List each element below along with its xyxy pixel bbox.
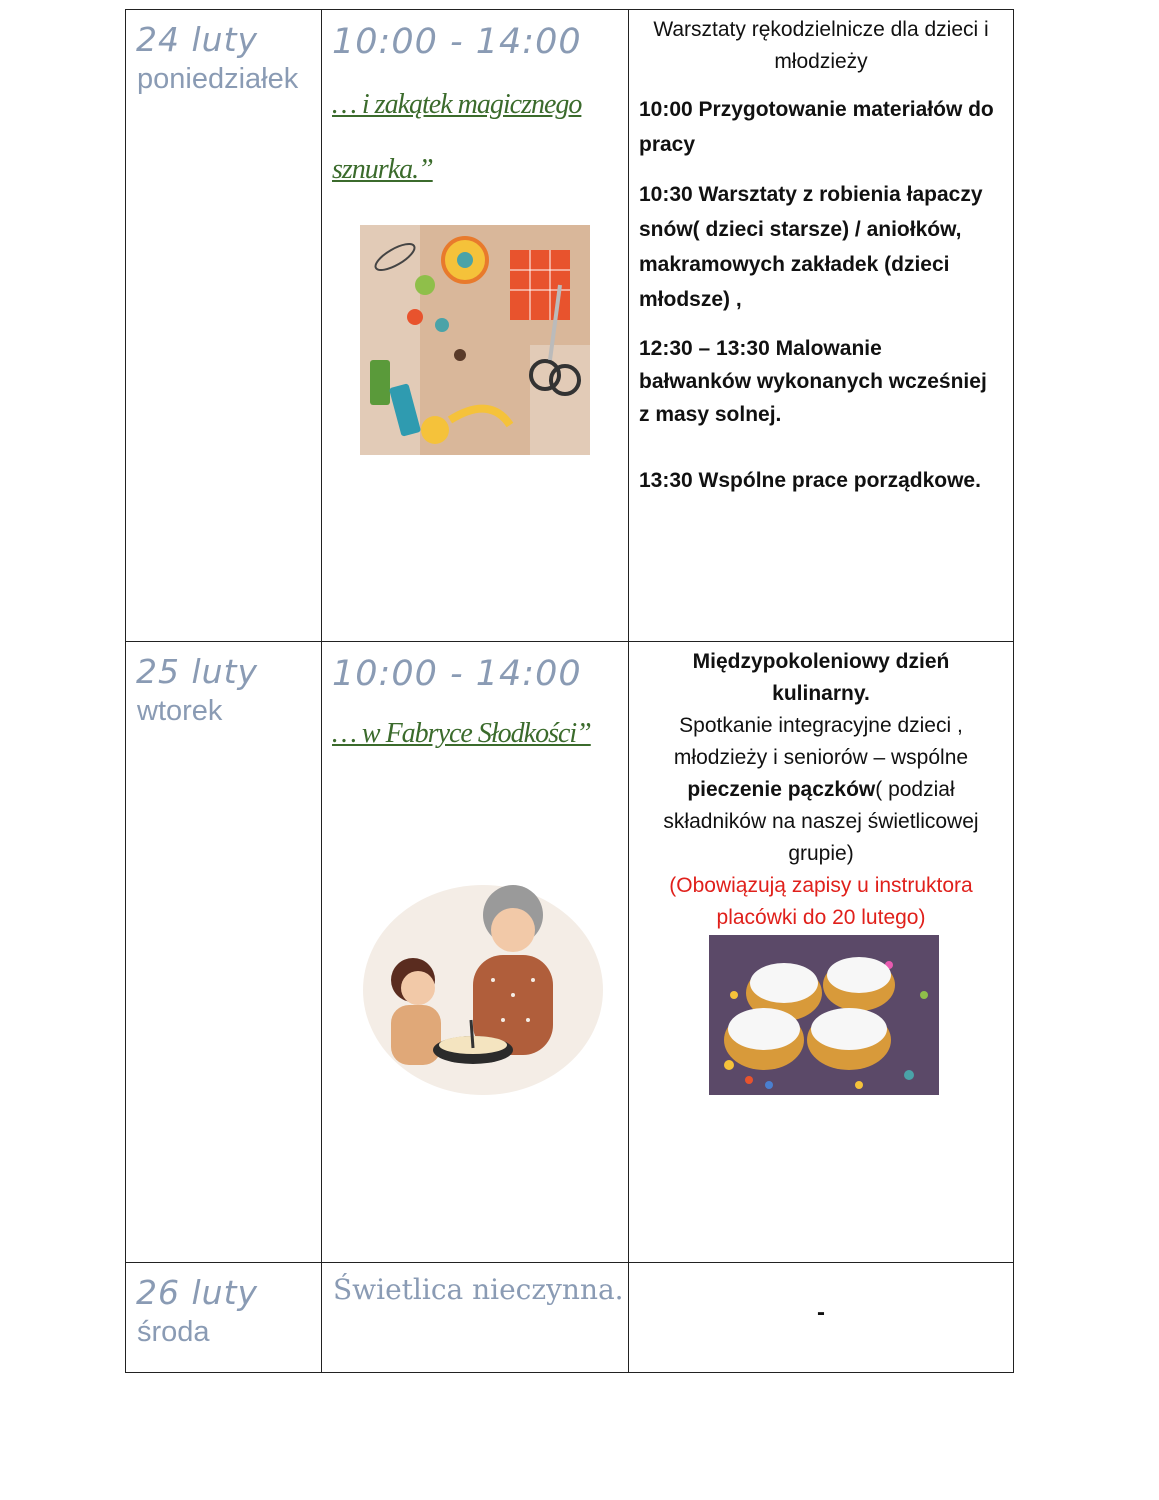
schedule-item: 10:30 Warsztaty z robienia łapaczy snów( dzieci starsze) / aniołków, makramowych zakładek (dzieci młodsze) , <box>639 183 983 311</box>
activity-cell <box>322 1263 629 1373</box>
sewing-illustration <box>360 225 590 455</box>
date-label: 24 luty <box>136 20 259 59</box>
date-label: 25 luty <box>136 652 259 691</box>
time-range: 10:00 - 14:00 <box>332 654 582 694</box>
description-cell <box>629 1263 1014 1373</box>
table-row <box>126 1263 1014 1373</box>
schedule-table <box>125 9 1014 1373</box>
date-cell <box>126 10 322 642</box>
closed-status: Świetlica nieczynna. <box>333 1273 624 1306</box>
baking-illustration <box>353 870 608 1095</box>
description-text: ( podział składników na naszej świetlicowej grupie) <box>663 778 979 865</box>
description-cell <box>629 10 1014 642</box>
empty-dash: - <box>817 1299 825 1326</box>
donuts-illustration <box>709 935 939 1095</box>
event-description <box>641 710 1001 870</box>
description-text: Spotkanie integracyjne dzieci , młodzieży i seniorów – wspólne <box>673 714 969 769</box>
day-label: poniedziałek <box>137 63 299 95</box>
date-cell <box>126 642 322 1263</box>
activity-title: … i zakątek magicznego sznurka.” <box>332 89 582 185</box>
day-label: środa <box>137 1316 210 1348</box>
signup-note: (Obowiązują zapisy u instruktora placówki do 20 lutego) <box>669 874 973 929</box>
schedule-item: 10:00 Przygotowanie materiałów do pracy <box>639 98 994 156</box>
workshop-intro: Warsztaty rękodzielnicze dla dzieci i młodzieży <box>653 18 989 73</box>
schedule-item: 12:30 – 13:30 Malowanie bałwanków wykonanych wcześniej z masy solnej. <box>639 337 987 426</box>
event-heading: Międzypokoleniowy dzień kulinarny. <box>692 650 950 705</box>
schedule-item: 13:30 Wspólne prace porządkowe. <box>639 469 981 492</box>
activity-title: … w Fabryce Słodkości” <box>332 718 591 749</box>
day-label: wtorek <box>137 695 223 727</box>
date-cell <box>126 1263 322 1373</box>
time-range: 10:00 - 14:00 <box>332 22 582 62</box>
description-bold: pieczenie pączków <box>687 778 876 801</box>
date-label: 26 luty <box>136 1273 259 1312</box>
